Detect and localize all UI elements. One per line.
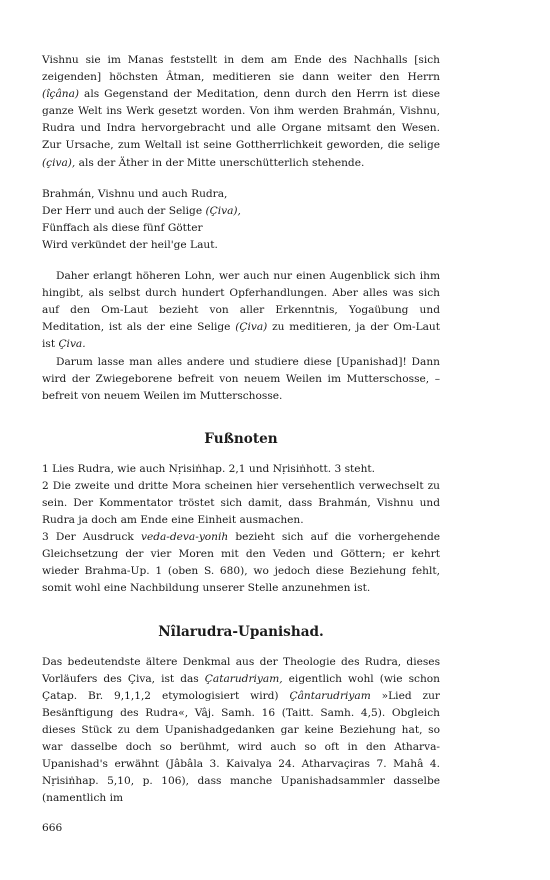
italic-term: Çatarudriyam,: [204, 672, 283, 685]
verse-line: Brahmán, Vishnu und auch Rudra,: [42, 187, 228, 200]
text-run: Der Herr und auch der Selige: [42, 204, 206, 217]
section-paragraph: [42, 654, 440, 808]
page-number: 666: [42, 822, 63, 834]
text-run: 3 Der Ausdruck: [42, 531, 141, 544]
text-run: Das bedeutendste ältere Denkmal aus der Theologie des Rudra, dieses Vorläufers des Çiva, ist das: [42, 655, 440, 685]
footnote-1: 1 Lies Rudra, wie auch Nṛisiṅhap. 2,1 und Nṛisiṅhott. 3 steht.: [42, 462, 376, 475]
text-run: Vishnu sie im Manas feststellt in dem am Ende des Nachhalls [sich zeigenden] höchsten Âtman, meditieren sie dann weiter den Herrn: [42, 54, 440, 84]
section-heading: Nîlarudra-Upanishad.: [158, 623, 324, 640]
text-run: »Lied zur Besänftigung des Rudra«, Vâj. Samh. 16 (Taitt. Samh. 4,5). Obgleich dieses Stück zu dem Upanishadgedanken gar keine Beziehung hat, so war dasselbe doch so berühmt, wird auch so oft in den Atharva-Upanishad's erwähnt (Jâbâla 3. Kaivalya 24. Atharvaçiras 7. Mahâ 4. Nṛisiṅhap. 5,10, p. 106), dass manche Upanishadsammler dasselbe (namentlich im: [42, 689, 440, 805]
text-run: als der Äther in der Mitte unerschütterlich stehende.: [75, 156, 365, 169]
verse-line: Fünffach als diese fünf Götter: [42, 221, 203, 234]
footnote-2: 2 Die zweite und dritte Mora scheinen hier versehentlich verwechselt zu sein. Der Kommentator tröstet sich damit, dass Brahmán, Vishnu und Rudra ja doch am Ende eine Einheit ausmachen.: [42, 479, 440, 527]
paragraph-1: [42, 52, 440, 172]
spacer: [42, 172, 440, 186]
verse-line: [42, 203, 440, 220]
footnotes-heading: Fußnoten: [204, 430, 278, 447]
text-run: eigentlich wohl (wie schon Çatap. Br. 9,1,1,2 etymologisiert wird): [42, 672, 440, 702]
italic-term: (îçâna): [42, 88, 80, 101]
italic-term: (Çiva): [235, 321, 268, 334]
verse-block: [42, 186, 440, 254]
italic-term: Çântarudriyam: [289, 689, 371, 702]
italic-term: Çiva.: [58, 338, 86, 351]
spacer: [42, 254, 440, 268]
paragraph-3: Darum lasse man alles andere und studiere diese [Upanishad]! Dann wird der Zwiegeborene befreit von neuem Weilen im Mutterschosse, – befreit von neuem Weilen im Mutterschosse.: [42, 355, 440, 402]
text-run: als Gegenstand der Meditation, denn durch den Herrn ist diese ganze Welt ins Werk gesetzt worden. Von ihm werden Brahmán, Vishnu, Rudra und Indra hervorgebracht und alle Organe mitsamt den Wesen. Zur Ursache, zum Weltall ist seine Gottherrlichkeit geworden, die selige: [42, 88, 440, 152]
verse-line: Wird verkündet der heil'ge Laut.: [42, 238, 218, 251]
paragraph-2: [42, 268, 440, 353]
italic-term: veda-deva-yonih: [140, 531, 229, 544]
page-body: [42, 52, 440, 807]
italic-term: (Çiva),: [205, 204, 241, 217]
text-run: zu meditieren, ja der Om-Laut ist: [42, 321, 441, 351]
italic-term: (çiva),: [42, 156, 76, 169]
text-run: Daher erlangt höheren Lohn, wer auch nur einen Augenblick sich ihm hingibt, als selbst durch hundert Opferhandlungen. Aber alles was sich auf den Om-Laut bezieht von aller Erkenntnis, Yogaübung und Meditation, ist als der eine Selige: [42, 270, 440, 334]
footnote-3: [42, 529, 440, 597]
text-run: bezieht sich auf die vorhergehende Gleichsetzung der vier Moren mit den Veden und Göttern; er kehrt wieder Brahma-Up. 1 (oben S. 680), wo jedoch diese Beziehung fehlt, somit wohl eine Nachbildung unserer Stelle anzunehmen ist.: [42, 531, 441, 595]
